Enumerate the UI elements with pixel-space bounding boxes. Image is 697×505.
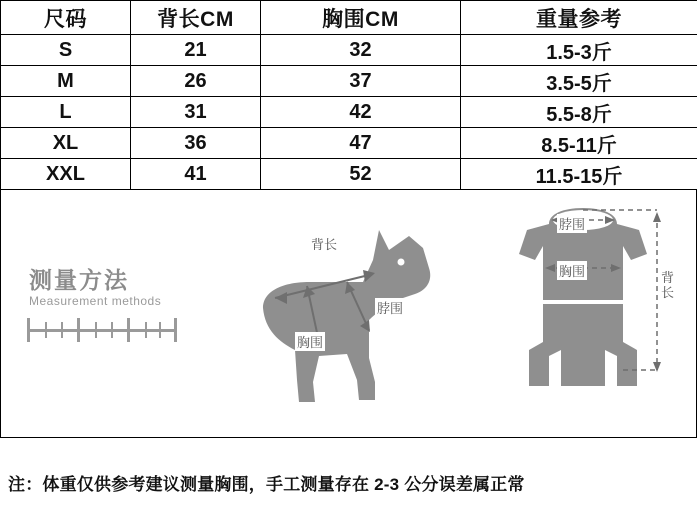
cell-back-length: 36 <box>131 128 261 159</box>
measurement-method-panel <box>1 190 223 437</box>
table-header-row <box>1 1 697 35</box>
column-header-weight: 重量参考 <box>461 1 697 35</box>
cell-weight: 5.5-8斤 <box>461 97 697 128</box>
cell-chest: 32 <box>261 35 461 66</box>
cell-chest: 52 <box>261 159 461 190</box>
garment-label-back-length: 背长 <box>659 270 677 300</box>
garment-measurement-panel <box>471 190 696 437</box>
cell-chest: 37 <box>261 66 461 97</box>
measurement-diagram <box>0 190 697 438</box>
cell-back-length: 41 <box>131 159 261 190</box>
dog-label-neck: 脖围 <box>375 298 405 317</box>
cell-chest: 47 <box>261 128 461 159</box>
cell-weight: 8.5-11斤 <box>461 128 697 159</box>
dog-label-back-length: 背长 <box>309 234 339 253</box>
cell-chest: 42 <box>261 97 461 128</box>
cell-size: XXL <box>1 159 131 190</box>
table-row <box>1 97 697 128</box>
table-row <box>1 66 697 97</box>
measurement-subtitle: Measurement methods <box>29 294 162 308</box>
garment-label-neck: 脖围 <box>557 214 587 233</box>
cell-weight: 1.5-3斤 <box>461 35 697 66</box>
column-header-back-length: 背长CM <box>131 1 261 35</box>
garment-label-chest: 胸围 <box>557 261 587 280</box>
table-header <box>1 1 697 35</box>
footer-note: 注：体重仅供参考建议测量胸围，手工测量存在 2-3 公分误差属正常 <box>8 475 525 494</box>
cell-size: L <box>1 97 131 128</box>
dog-silhouette-icon <box>223 190 471 438</box>
column-header-size: 尺码 <box>1 1 131 35</box>
cell-weight: 3.5-5斤 <box>461 66 697 97</box>
table-row <box>1 35 697 66</box>
cell-weight: 11.5-15斤 <box>461 159 697 190</box>
table-row <box>1 159 697 190</box>
dog-measurement-panel <box>223 190 471 437</box>
cell-back-length: 21 <box>131 35 261 66</box>
cell-size: S <box>1 35 131 66</box>
table-body <box>1 35 697 190</box>
measurement-title: 测量方法 <box>29 267 129 293</box>
dog-label-chest: 胸围 <box>295 332 325 351</box>
cell-size: XL <box>1 128 131 159</box>
table-row <box>1 128 697 159</box>
cell-size: M <box>1 66 131 97</box>
size-table <box>0 0 697 190</box>
cell-back-length: 31 <box>131 97 261 128</box>
column-header-chest: 胸围CM <box>261 1 461 35</box>
ruler-icon <box>27 318 177 344</box>
cell-back-length: 26 <box>131 66 261 97</box>
